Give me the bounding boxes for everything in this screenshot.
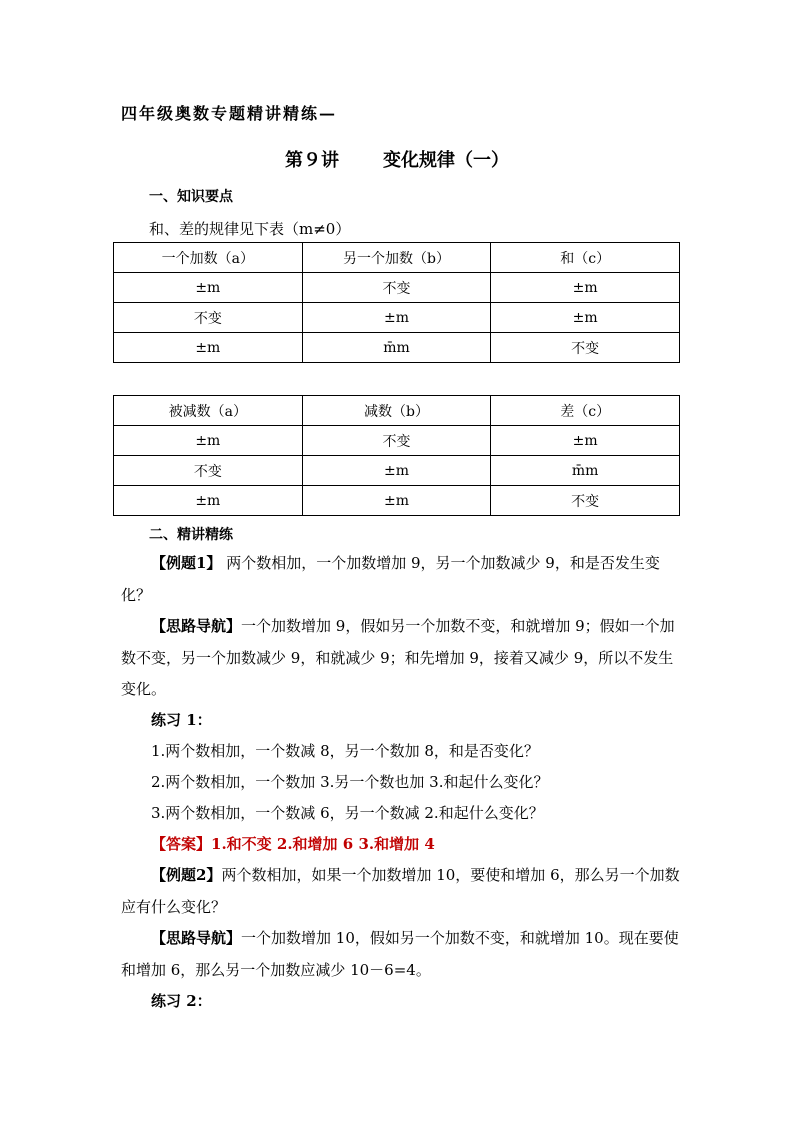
table-cell: ±m	[114, 426, 303, 456]
table-header-cell: 一个加数（a）	[114, 243, 303, 273]
table-cell: ±m	[491, 426, 680, 456]
answer-1	[121, 829, 681, 861]
answer-1-text: 1.和不变 2.和增加 6 3.和增加 4	[211, 835, 435, 853]
table-cell: 不变	[491, 333, 680, 363]
table-row	[114, 486, 680, 516]
guide-2-text: 一个加数增加 10，假如另一个加数不变，和就增加 10。现在要使和增加 6，那么另一个加数应减少 10－6=4。	[121, 929, 679, 979]
table-header-row	[114, 243, 680, 273]
table-header-cell: 减数（b）	[302, 396, 491, 426]
lecture-title	[0, 146, 794, 172]
practice-2-heading: 练习 2：	[151, 992, 212, 1010]
lecture-topic: 变化规律（一）	[383, 150, 509, 171]
section-heading-knowledge: 一、知识要点	[149, 189, 233, 205]
table-cell: ±m	[491, 273, 680, 303]
guide-2	[121, 923, 681, 986]
example-1	[121, 548, 681, 611]
table-cell: 不变	[302, 273, 491, 303]
example-2	[121, 860, 681, 923]
practice-1-item: 1.两个数相加，一个数减 8，另一个数加 8，和是否变化？	[151, 742, 539, 760]
practice-1-item: 2.两个数相加，一个数加 3.另一个数也加 3.和起什么变化？	[151, 773, 549, 791]
lecture-number: 第９讲	[285, 150, 339, 171]
section-heading-practice: 二、精讲精练	[149, 527, 233, 543]
table-cell: ±m	[302, 456, 491, 486]
example-1-tag: 【例题1】	[151, 554, 222, 572]
table-cell: ±m	[302, 303, 491, 333]
table-cell: m̄m	[491, 456, 680, 486]
guide-1-text: 一个加数增加 9，假如另一个加数不变，和就增加 9；假如一个加数不变，另一个加数减少 9，和就减少 9；和先增加 9，接着又减少 9，所以不发生变化。	[121, 617, 675, 698]
difference-rule-table	[113, 395, 680, 516]
example-2-tag: 【例题2】	[151, 866, 222, 884]
table-cell: ±m	[302, 486, 491, 516]
table-header-cell: 差（c）	[491, 396, 680, 426]
table-cell: 不变	[114, 303, 303, 333]
table-header-cell: 另一个加数（b）	[302, 243, 491, 273]
table-header-row	[114, 396, 680, 426]
table-cell: 不变	[491, 486, 680, 516]
guide-1	[121, 611, 681, 706]
practice-1-item: 3.两个数相加，一个数减 6，另一个数减 2.和起什么变化？	[151, 804, 544, 822]
example-1-text: 两个数相加，一个加数增加 9，另一个加数减少 9，和是否发生变化？	[121, 554, 660, 604]
sum-rule-table	[113, 242, 680, 363]
table-cell: ±m	[114, 273, 303, 303]
guide-2-tag: 【思路导航】	[151, 929, 242, 947]
answer-1-tag: 【答案】	[151, 835, 212, 853]
table-cell: m̄m	[302, 333, 491, 363]
table-intro: 和、差的规律见下表（m≠0）	[149, 220, 351, 238]
example-2-text: 两个数相加，如果一个加数增加 10，要使和增加 6，那么另一个加数应有什么变化？	[121, 866, 680, 916]
table-row	[114, 456, 680, 486]
series-title: 四年级奥数专题精讲精练—	[121, 104, 338, 123]
practice-1-heading: 练习 1：	[151, 711, 212, 729]
table-cell: ±m	[114, 333, 303, 363]
table-cell: 不变	[114, 456, 303, 486]
table-row	[114, 333, 680, 363]
table-cell: 不变	[302, 426, 491, 456]
table-cell: ±m	[491, 303, 680, 333]
table-row	[114, 426, 680, 456]
guide-1-tag: 【思路导航】	[151, 617, 242, 635]
table-row	[114, 303, 680, 333]
table-header-cell: 和（c）	[491, 243, 680, 273]
table-row	[114, 273, 680, 303]
table-header-cell: 被减数（a）	[114, 396, 303, 426]
table-cell: ±m	[114, 486, 303, 516]
